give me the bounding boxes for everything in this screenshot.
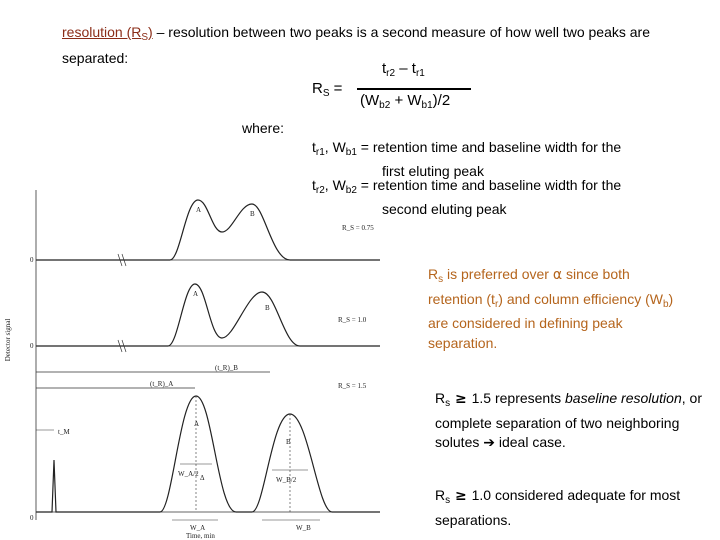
wa2-label: W_A/2 [178, 470, 199, 478]
greater-equal-symbol-2: ≥ [450, 488, 472, 504]
peak-a-label-3: A [194, 420, 200, 428]
zero-label-2: 0 [30, 342, 34, 350]
panel-rs-15 [30, 396, 380, 540]
alpha-symbol: α [552, 267, 563, 283]
y-axis-label: Detector signal [4, 318, 12, 362]
peak-b-label-3: B [286, 438, 291, 446]
note-adequate-separation: $R_s \ge 1.0$ considered adequate for most separations. [435, 487, 681, 528]
intro-text: – resolution between two peaks is a second measure of how well two peaks are separated: [62, 24, 650, 66]
note-rs-preferred: $R_s$ is preferred over α since both retention $(t_r)$ and column efficiency $(W_b)$ are considered in defining peak separation. [428, 266, 674, 351]
equation-denominator: $(W_{b2} + W_{b1})/2$ [360, 92, 451, 111]
retention-markers [36, 364, 367, 390]
note-baseline-resolution: $R_s \ge 1.5$ represents baseline resolution, or complete separation of two neighboring solutes ➔ ideal case. [435, 390, 702, 451]
tra-label: (t_R)_A [150, 380, 174, 388]
rs-label-1: R_S = 0.75 [342, 224, 374, 232]
resolution-term: resolution $(R_S)$ [62, 24, 153, 43]
panel-rs-10 [30, 284, 380, 352]
peak-a-label-1: A [196, 206, 202, 214]
zero-label-3: 0 [30, 514, 34, 522]
rs-label-2: R_S = 1.0 [338, 316, 367, 324]
definition-second-peak: $t_{r2}$, $W_{b2}$ = retention time and baseline width for the second eluting peak [312, 177, 622, 217]
definition-first-peak: $t_{r1}$, $W_{b1}$ = retention time and baseline width for the first eluting peak [312, 139, 622, 179]
peak-curve-1 [36, 200, 380, 260]
arrow-right-icon: ➔ [483, 435, 495, 451]
trb-label: (t_R)_B [215, 364, 238, 372]
wb2-label: W_B/2 [276, 476, 297, 484]
peak-b-label-2: B [265, 304, 270, 312]
equation-lhs: $R_S$ = [312, 80, 343, 99]
rs-label-3: R_S = 1.5 [338, 382, 367, 390]
where-label: where: [242, 120, 285, 136]
greater-equal-symbol: ≥ [450, 391, 472, 407]
x-axis-label: Time, min [186, 532, 215, 540]
peak-curve-3 [36, 396, 380, 512]
wb-label: W_B [296, 524, 311, 532]
zero-label-1: 0 [30, 256, 34, 264]
fraction-bar [357, 88, 471, 90]
chromatogram-figure [0, 180, 400, 540]
equation-numerator: $t_{r2} - t_{r1}$ [382, 60, 425, 79]
peak-curve-2 [36, 284, 380, 346]
tm-label: t_M [58, 428, 70, 436]
panel-rs-075 [30, 200, 380, 266]
peak-b-label-1: B [250, 210, 255, 218]
wa-label: W_A [190, 524, 206, 532]
peak-a-label-2: A [193, 290, 199, 298]
delta-label: Δ [200, 474, 205, 482]
